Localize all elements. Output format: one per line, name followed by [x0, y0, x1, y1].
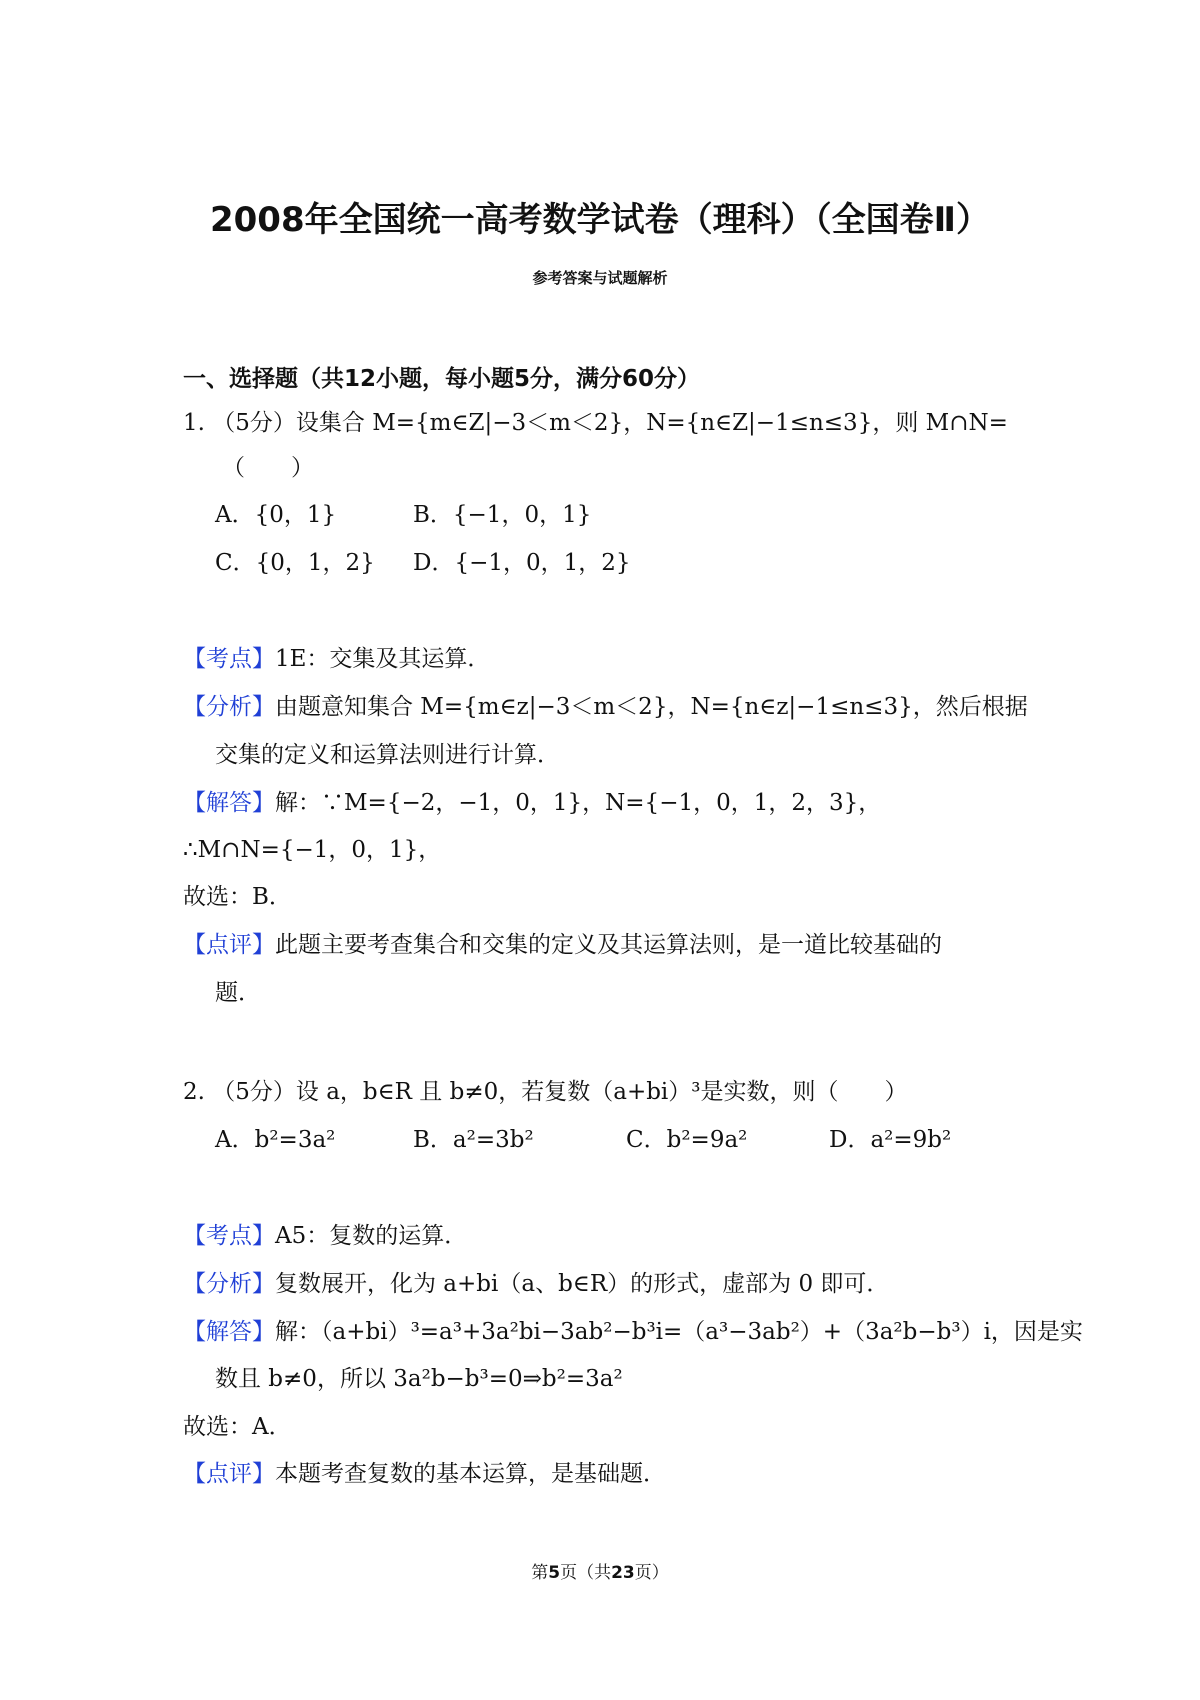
dianping-text: 本题考查复数的基本运算，是基础题． — [275, 1461, 666, 1487]
footer-total-pages: 23 — [611, 1563, 635, 1583]
footer-mid: 页（共 — [560, 1563, 612, 1583]
page-footer — [0, 1562, 1200, 1584]
q2-dianping — [183, 1458, 666, 1490]
fenxi-tag: 【分析】 — [183, 694, 275, 720]
q2-jieda — [183, 1316, 1083, 1348]
kaodian-text: 1E：交集及其运算． — [275, 646, 491, 672]
q2-kaodian — [183, 1220, 467, 1252]
q1-kaodian — [183, 643, 490, 675]
q1-fenxi — [183, 691, 1028, 723]
q2-jieda-cont: 数且 b≠0，所以 3a²b−b³=0⇒b²=3a² — [215, 1366, 623, 1392]
footer-post: 页） — [634, 1563, 669, 1583]
q1-answer: 故选：B． — [183, 884, 292, 910]
jieda-tag: 【解答】 — [183, 1319, 275, 1345]
q1-dianping — [183, 929, 942, 961]
q1-jieda — [183, 787, 881, 819]
q2-fenxi — [183, 1268, 889, 1300]
q1-dianping-cont: 题． — [215, 980, 261, 1006]
footer-pre: 第 — [531, 1563, 549, 1583]
q2-answer: 故选：A． — [183, 1414, 292, 1440]
fenxi-text: 复数展开，化为 a+bi（a、b∈R）的形式，虚部为 0 即可． — [275, 1271, 890, 1297]
jieda-tag: 【解答】 — [183, 790, 275, 816]
jieda-text: 解：（a+bi）³=a³+3a²bi−3ab²−b³i=（a³−3ab²）+（3a²b−b³）i，因是实 — [275, 1319, 1083, 1345]
section-heading: 一、选择题（共12小题，每小题5分，满分60分） — [183, 366, 701, 392]
q1-option-d: D．{−1，0，1，2} — [413, 550, 631, 576]
q2-option-c: C．b²=9a² — [626, 1127, 748, 1153]
footer-page-number: 5 — [548, 1563, 561, 1583]
jieda-text: 解：∵M={−2，−1，0，1}，N={−1，0，1，2，3}， — [275, 790, 882, 816]
kaodian-tag: 【考点】 — [183, 646, 275, 672]
dianping-tag: 【点评】 — [183, 932, 275, 958]
q1-fenxi-cont: 交集的定义和运算法则进行计算． — [215, 742, 560, 768]
q2-stem: 2. （5分）设 a，b∈R 且 b≠0，若复数（a+bi）³是实数，则（ ） — [183, 1079, 908, 1105]
dianping-tag: 【点评】 — [183, 1461, 275, 1487]
fenxi-tag: 【分析】 — [183, 1271, 275, 1297]
kaodian-text: A5：复数的运算． — [275, 1223, 468, 1249]
q1-option-c: C．{0，1，2} — [215, 550, 375, 576]
q1-paren: （ ） — [222, 455, 314, 481]
page-subtitle: 参考答案与试题解析 — [532, 269, 668, 287]
q2-option-b: B．a²=3b² — [413, 1127, 534, 1153]
q2-option-d: D．a²=9b² — [829, 1127, 952, 1153]
q2-option-a: A．b²=3a² — [215, 1127, 336, 1153]
q1-stem: 1. （5分）设集合 M={m∈Z|﻿−3＜m＜2}，N={n∈Z|﻿−1≤n≤3}，则 M∩N= — [183, 410, 1008, 436]
dianping-text: 此题主要考查集合和交集的定义及其运算法则，是一道比较基础的 — [275, 932, 942, 958]
q1-option-a: A．{0，1} — [215, 502, 337, 528]
q1-option-b: B．{−1，0，1} — [413, 502, 592, 528]
fenxi-text: 由题意知集合 M={m∈z|﻿−3＜m＜2}，N={n∈z|﻿−1≤n≤3}，然后根据 — [275, 694, 1028, 720]
q1-jieda-cont: ∴M∩N={−1，0，1}， — [183, 837, 442, 863]
kaodian-tag: 【考点】 — [183, 1223, 275, 1249]
page-title: 2008年全国统一高考数学试卷（理科）（全国卷Ⅱ） — [209, 200, 991, 240]
